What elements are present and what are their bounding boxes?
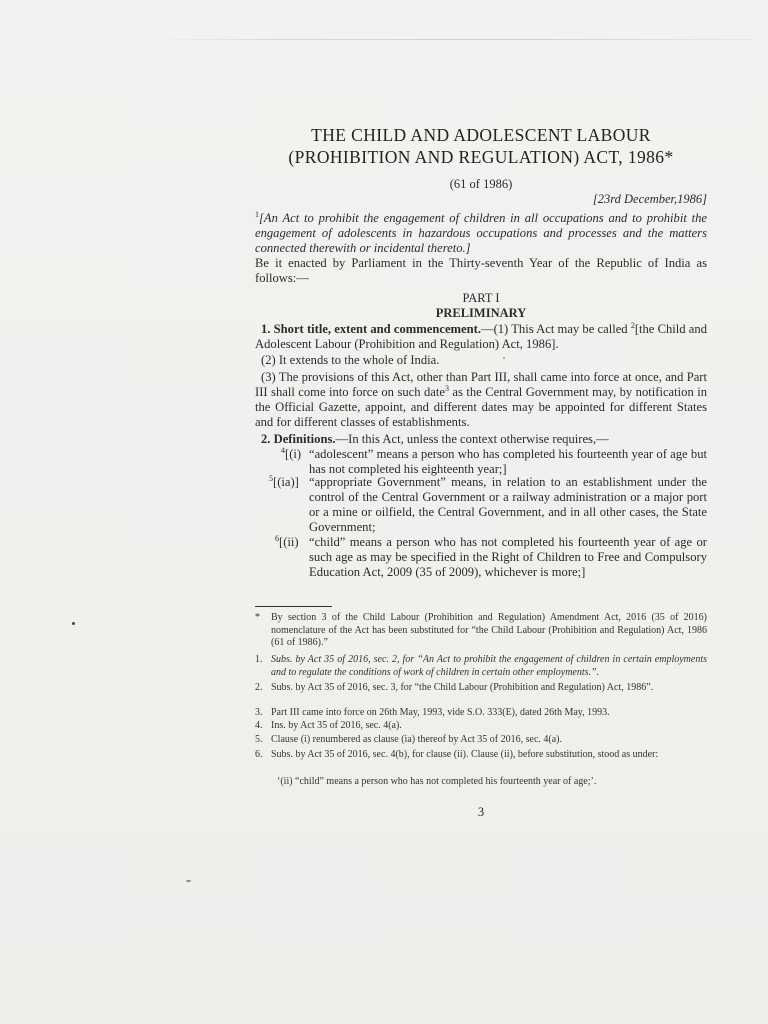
section-1-text: (3) The provisions of this Act, other than Part III, shall came into force at once, and Part III shall come into force on such date	[255, 370, 707, 399]
long-title	[255, 211, 707, 256]
footnote-ref: 6	[275, 533, 279, 543]
footnote-text: By section 3 of the Child Labour (Prohibition and Regulation) Amendment Act, 2016 (35 of 2016) nomenclature of the Act has been substituted for “the Child Labour (Prohibition and Regulation) Act, 1986 (61 of 1986).”	[271, 612, 707, 648]
enactment-text: Be it enacted by Parliament in the Thirty-seventh Year of the Republic of India as follows:—	[255, 256, 707, 285]
definition-item	[275, 535, 707, 580]
footnote-quote	[255, 776, 707, 789]
footnote-ref: 5	[269, 473, 273, 483]
footnote-text: Subs. by Act 35 of 2016, sec. 2, for “An Act to prohibit the engagement of children in certain employments and to regulate the conditions of work of children in certain other employments.”.	[271, 654, 707, 678]
enactment-formula	[255, 256, 707, 286]
footnote-mark: 6.	[255, 749, 263, 760]
section-2-heading: 2. Definitions.	[261, 432, 336, 446]
footnote	[255, 734, 707, 747]
footnote-separator	[255, 606, 332, 607]
footnote-text: Subs. by Act 35 of 2016, sec. 4(b), for clause (ii). Clause (ii), before substitution, stood as under:	[271, 749, 659, 760]
definition-label	[281, 447, 301, 462]
act-title-line-2: (PROHIBITION AND REGULATION) ACT, 1986*	[288, 147, 674, 167]
footnote-mark: 5.	[255, 734, 263, 745]
footnote	[255, 612, 707, 650]
act-title	[255, 124, 707, 168]
part-label: PART I	[462, 291, 500, 305]
footnote-text: Clause (i) renumbered as clause (ia) thereof by Act 35 of 2016, sec. 4(a).	[271, 734, 563, 745]
section-2-text: —In this Act, unless the context otherwise requires,—	[335, 432, 609, 446]
long-title-text: [An Act to prohibit the engagement of children in all occupations and to prohibit the engagement of adolescents in hazardous occupations and processes and the matters connected therewith or incidental thereto.]	[255, 211, 707, 255]
definition-text: “child” means a person who has not completed his fourteenth year of age or such age as may be specified in the Right of Children to Free and Compulsory Education Act, 2009 (35 of 2009), whichever is more;]	[309, 535, 707, 579]
footnote-text: Ins. by Act 35 of 2016, sec. 4(a).	[271, 720, 402, 731]
footnote-quote-text: ‘(ii) “child” means a person who has not completed his fourteenth year of age;’.	[277, 776, 597, 787]
enactment-date: [23rd December,1986]	[592, 192, 707, 206]
footnote	[255, 682, 707, 695]
definition-label	[275, 535, 299, 550]
footnote-ref: 4	[281, 445, 285, 455]
footnote-mark: 3.	[255, 707, 263, 718]
act-number: (61 of 1986)	[449, 177, 513, 191]
footnote-text: Part III came into force on 26th May, 1993, vide S.O. 333(E), dated 26th May, 1993.	[271, 707, 610, 718]
section-1-para-3	[255, 370, 707, 430]
definition-label	[269, 475, 299, 490]
section-1-para-2	[255, 353, 707, 368]
scan-speck	[186, 880, 191, 882]
scan-artifact-line	[150, 39, 755, 40]
footnote	[255, 720, 707, 733]
page-number: 3	[477, 805, 485, 819]
footnote	[255, 654, 707, 679]
definition-text: “appropriate Government” means, in relation to an establishment under the control of the Central Government or a railway administration or a major port or a mine or oilfield, the Central Government, and in all other cases, the State Government;	[309, 475, 707, 534]
scan-speck	[72, 622, 75, 625]
footnote-ref: 3	[444, 383, 449, 393]
section-1-para-1	[255, 322, 707, 352]
footnote-ref: 1	[255, 209, 259, 219]
definition-number: [(ii)	[279, 535, 299, 549]
definition-number: [(i)	[285, 447, 302, 461]
definition-item	[281, 447, 707, 477]
footnote-mark: *	[255, 612, 260, 623]
footnote	[255, 707, 707, 720]
footnote-mark: 2.	[255, 682, 263, 693]
footnote-text: Subs. by Act 35 of 2016, sec. 3, for “the Child Labour (Prohibition and Regulation) Act, 1986”.	[271, 682, 654, 693]
part-heading: PRELIMINARY	[435, 306, 527, 320]
definition-number: [(ia)]	[273, 475, 299, 489]
definition-item	[269, 475, 707, 535]
footnote-mark: 1.	[255, 654, 263, 665]
act-title-line-1: THE CHILD AND ADOLESCENT LABOUR	[311, 125, 651, 145]
footnote-ref: 2	[630, 320, 635, 330]
footnote	[255, 749, 707, 762]
footnote-mark: 4.	[255, 720, 263, 731]
section-2-intro	[255, 432, 707, 447]
section-1-text: as the Central Government may, by notification in the Official Gazette, appoint, and different dates may be appointed for different States and for different classes of establishments.	[255, 385, 707, 429]
section-1-text: [the Child and Adolescent Labour (Prohibition and Regulation) Act, 1986].	[255, 322, 707, 351]
section-1-text: —(1) This Act may be called	[480, 322, 631, 336]
definition-text: “adolescent” means a person who has completed his fourteenth year of age but has not completed his eighteenth year;]	[309, 447, 707, 476]
section-1-heading: 1. Short title, extent and commencement.	[261, 322, 481, 336]
section-1-text: (2) It extends to the whole of India.	[261, 353, 440, 367]
